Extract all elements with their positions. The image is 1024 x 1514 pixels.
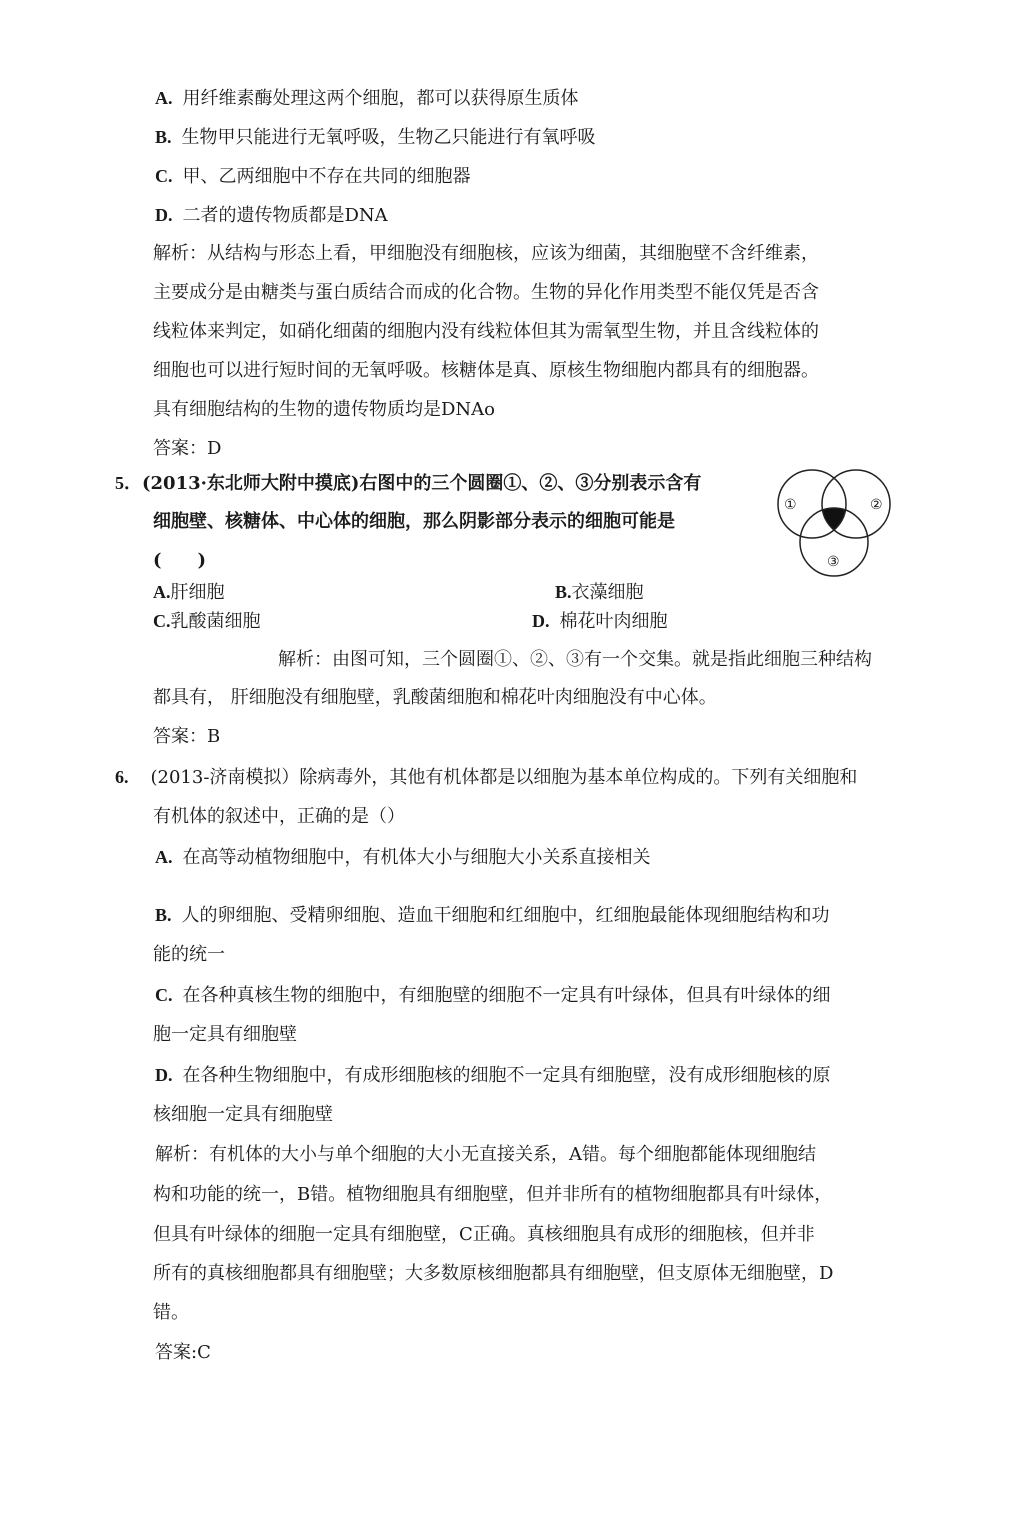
q4-option-a xyxy=(155,86,579,111)
venn-label-2: ② xyxy=(870,497,883,513)
q6-option-c xyxy=(155,983,831,1008)
question-stem: (2013·东北师大附中摸底)右图中的三个圆圈①、②、③分别表示含有 xyxy=(142,473,702,494)
option-letter: A. xyxy=(155,847,173,867)
venn-diagram xyxy=(772,466,896,582)
option-text: 在各种生物细胞中，有成形细胞核的细胞不一定具有细胞壁，没有成形细胞核的原 xyxy=(182,1065,831,1086)
q6-stem-line-1 xyxy=(115,765,857,790)
q6-analysis-line: 但具有叶绿体的细胞一定具有细胞壁，C正确。真核细胞具有成形的细胞核，但并非 xyxy=(153,1224,815,1245)
question-number: 6. xyxy=(115,767,129,787)
q5-stem-line-1 xyxy=(115,471,701,496)
option-letter: C. xyxy=(153,611,171,631)
option-text: 二者的遗传物质都是DNA xyxy=(182,205,388,226)
q4-analysis-line: 线粒体来判定，如硝化细菌的细胞内没有线粒体但其为需氧型生物，并且含线粒体的 xyxy=(153,321,819,342)
option-text: 乳酸菌细胞 xyxy=(170,611,261,632)
option-letter: B. xyxy=(555,582,572,602)
q6-option-d-cont: 核细胞一定具有细胞壁 xyxy=(153,1104,333,1125)
venn-label-3: ③ xyxy=(827,554,840,570)
q6-analysis-line: 构和功能的统一，B错。植物细胞具有细胞壁，但并非所有的植物细胞都具有叶绿体， xyxy=(153,1184,833,1205)
option-text: 甲、乙两细胞中不存在共同的细胞器 xyxy=(182,166,471,187)
q6-analysis-line: 解析：有机体的大小与单个细胞的大小无直接关系，A错。每个细胞都能体现细胞结 xyxy=(155,1144,816,1165)
q5-option-b xyxy=(555,580,644,605)
option-text: 用纤维素酶处理这两个细胞，都可以获得原生质体 xyxy=(182,88,579,109)
q6-analysis-line: 错。 xyxy=(153,1302,189,1323)
q4-option-d xyxy=(155,203,388,228)
option-text: 生物甲只能进行无氧呼吸，生物乙只能进行有氧呼吸 xyxy=(181,127,596,148)
q5-stem-line-2: 细胞壁、核糖体、中心体的细胞，那么阴影部分表示的细胞可能是 xyxy=(153,511,675,532)
q6-option-c-cont: 胞一定具有细胞壁 xyxy=(153,1024,297,1045)
q6-option-a xyxy=(155,845,651,870)
option-text: 棉花叶肉细胞 xyxy=(559,611,668,632)
venn-label-1: ① xyxy=(784,497,797,513)
option-letter: D. xyxy=(155,1065,173,1085)
q5-answer: 答案：B xyxy=(153,726,221,747)
q5-option-a xyxy=(153,580,225,605)
option-text: 在高等动植物细胞中，有机体大小与细胞大小关系直接相关 xyxy=(182,847,651,868)
q5-option-d xyxy=(532,609,668,634)
option-letter: B. xyxy=(155,127,172,147)
option-letter: D. xyxy=(155,205,173,225)
q5-option-c xyxy=(153,609,261,634)
option-text: 在各种真核生物的细胞中，有细胞壁的细胞不一定具有叶绿体，但具有叶绿体的细 xyxy=(182,985,831,1006)
q4-option-b xyxy=(155,125,596,150)
q6-stem-line-2: 有机体的叙述中，正确的是（） xyxy=(153,806,405,827)
q4-analysis-line: 细胞也可以进行短时间的无氧呼吸。核糖体是真、原核生物细胞内都具有的细胞器。 xyxy=(153,360,819,381)
q6-option-b-cont: 能的统一 xyxy=(153,944,225,965)
question-stem: (2013-济南模拟）除病毒外，其他有机体都是以细胞为基本单位构成的。下列有关细胞和 xyxy=(150,767,858,788)
q5-stem-line-3: ( ) xyxy=(153,550,207,571)
q4-analysis-line: 主要成分是由糖类与蛋白质结合而成的化合物。生物的异化作用类型不能仅凭是否含 xyxy=(153,282,819,303)
option-text: 肝细胞 xyxy=(170,582,225,603)
option-letter: D. xyxy=(532,611,550,631)
q6-answer: 答案:C xyxy=(155,1342,211,1363)
q4-analysis-line: 具有细胞结构的生物的遗传物质均是DNAo xyxy=(153,399,496,420)
option-letter: B. xyxy=(155,905,172,925)
q5-analysis-line: 都具有， 肝细胞没有细胞壁，乳酸菌细胞和棉花叶肉细胞没有中心体。 xyxy=(153,687,717,708)
option-text: 衣藻细胞 xyxy=(571,582,644,603)
option-letter: A. xyxy=(155,88,173,108)
option-letter: C. xyxy=(155,166,173,186)
q4-answer: 答案：D xyxy=(153,438,222,459)
q6-analysis-line: 所有的真核细胞都具有细胞壁；大多数原核细胞都具有细胞壁，但支原体无细胞壁，D xyxy=(153,1263,834,1284)
q4-option-c xyxy=(155,164,471,189)
q4-analysis-line: 解析：从结构与形态上看，甲细胞没有细胞核，应该为细菌，其细胞壁不含纤维素， xyxy=(153,243,819,264)
option-letter: A. xyxy=(153,582,171,602)
option-letter: C. xyxy=(155,985,173,1005)
option-text: 人的卵细胞、受精卵细胞、造血干细胞和红细胞中，红细胞最能体现细胞结构和功 xyxy=(181,905,830,926)
q6-option-b xyxy=(155,903,830,928)
question-number: 5． xyxy=(115,473,142,493)
q5-analysis-line: 解析：由图可知，三个圆圈①、②、③有一个交集。就是指此细胞三种结构 xyxy=(278,649,872,670)
q6-option-d xyxy=(155,1063,831,1088)
